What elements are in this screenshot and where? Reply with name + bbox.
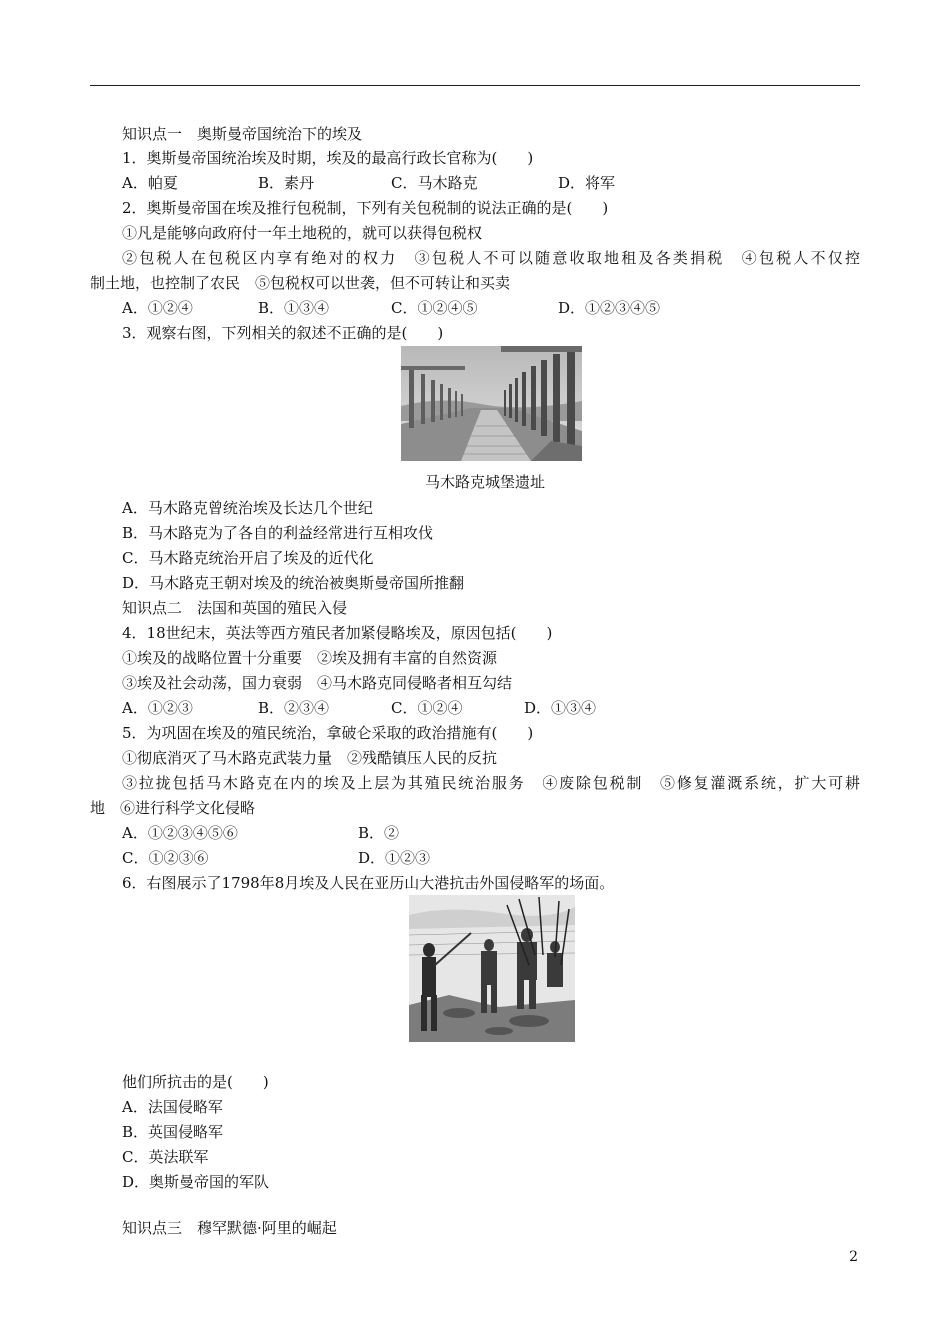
q3-stem: 3．观察右图，下列相关的叙述不正确的是( ) <box>122 324 444 342</box>
section3-title: 知识点三 穆罕默德·阿里的崛起 <box>122 1219 337 1237</box>
q4-line-2: ③埃及社会动荡，国力衰弱 ④马木路克同侵略者相互勾结 <box>122 674 513 692</box>
q5-option-a: A．①②③④⑤⑥ <box>122 824 238 842</box>
q2-option-d: D．①②③④⑤ <box>558 299 661 317</box>
q5-option-c: C．①②③⑥ <box>122 849 209 867</box>
q6-stem: 6．右图展示了1798年8月埃及人民在亚历山大港抗击外国侵略军的场面。 <box>122 874 615 892</box>
q2-option-b: B．①③④ <box>258 299 330 317</box>
q3-figure-caption: 马木路克城堡遗址 <box>425 473 546 491</box>
q6-option-b: B．英国侵略军 <box>122 1123 224 1141</box>
q2-line-2: ②包税人在包税区内享有绝对的权力 ③包税人不可以随意收取地租及各类捐税 ④包税人不仅控 <box>122 249 860 267</box>
q1-option-b: B．素丹 <box>258 174 315 192</box>
section2-title: 知识点二 法国和英国的殖民入侵 <box>122 599 348 617</box>
q3-option-a: A．马木路克曾统治埃及长达几个世纪 <box>122 499 373 517</box>
page-number: 2 <box>849 1249 858 1265</box>
q6-option-c: C．英法联军 <box>122 1148 209 1166</box>
q5-option-d: D．①②③ <box>358 849 431 867</box>
q4-stem: 4．18世纪末，英法等西方殖民者加紧侵略埃及，原因包括( ) <box>122 624 553 642</box>
q4-option-a: A．①②③ <box>122 699 193 717</box>
q2-stem: 2．奥斯曼帝国在埃及推行包税制，下列有关包税制的说法正确的是( ) <box>122 199 609 217</box>
q4-option-b: B．②③④ <box>258 699 330 717</box>
q5-line-1: ①彻底消灭了马木路克武装力量 ②残酷镇压人民的反抗 <box>122 749 498 767</box>
q4-line-1: ①埃及的战略位置十分重要 ②埃及拥有丰富的自然资源 <box>122 649 498 667</box>
q6-option-d: D．奥斯曼帝国的军队 <box>122 1173 270 1191</box>
q2-line-1: ①凡是能够向政府付一年土地税的，就可以获得包税权 <box>122 224 483 242</box>
q3-option-c: C．马木路克统治开启了埃及的近代化 <box>122 549 374 567</box>
q6-question: 他们所抗击的是( ) <box>122 1073 269 1091</box>
q4-option-d: D．①③④ <box>524 699 597 717</box>
q1-stem: 1．奥斯曼帝国统治埃及时期，埃及的最高行政长官称为( ) <box>122 149 534 167</box>
q1-option-a: A．帕夏 <box>122 174 178 192</box>
q3-option-b: B．马木路克为了各自的利益经常进行互相攻伐 <box>122 524 434 542</box>
q4-option-c: C．①②④ <box>391 699 463 717</box>
section1-title: 知识点一 奥斯曼帝国统治下的埃及 <box>122 125 363 143</box>
q2-line-3: 制土地，也控制了农民 ⑤包税权可以世袭，但不可转让和买卖 <box>90 274 511 292</box>
q5-line-3: 地 ⑥进行科学文化侵略 <box>90 799 256 817</box>
q5-line-2: ③拉拢包括马木路克在内的埃及上层为其殖民统治服务 ④废除包税制 ⑤修复灌溉系统，扩大可耕 <box>122 774 860 792</box>
alexandria-battle-engraving <box>409 895 575 1042</box>
header-rule <box>90 85 860 86</box>
q1-option-d: D．将军 <box>558 174 616 192</box>
q5-option-b: B．② <box>358 824 400 842</box>
q2-option-c: C．①②④⑤ <box>391 299 478 317</box>
citadel-ruins-photo <box>401 346 582 461</box>
q1-option-c: C．马木路克 <box>391 174 478 192</box>
q6-option-a: A．法国侵略军 <box>122 1098 223 1116</box>
q5-stem: 5．为巩固在埃及的殖民统治，拿破仑采取的政治措施有( ) <box>122 724 534 742</box>
q3-option-d: D．马木路克王朝对埃及的统治被奥斯曼帝国所推翻 <box>122 574 465 592</box>
q2-option-a: A．①②④ <box>122 299 193 317</box>
